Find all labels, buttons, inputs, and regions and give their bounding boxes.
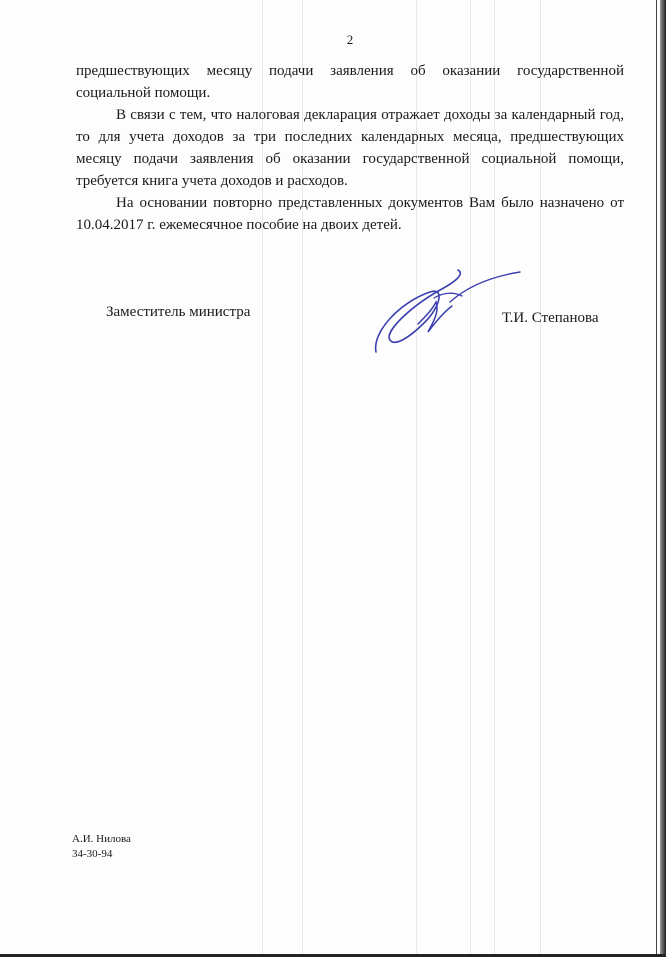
page-number: 2 — [346, 32, 354, 47]
signer-name: Т.И. Степанова — [502, 310, 599, 326]
paragraph: В связи с тем, что налоговая декларация отражает доходы за календарный год, то для учета доходов за три последних календарных месяца, предшествующих месяцу подачи заявления об оказании государственной социальной помощи, требуется книга учета доходов и расходов. — [76, 107, 624, 189]
executor-name: А.И. Нилова — [72, 833, 131, 845]
signer-position: Заместитель министра — [106, 304, 251, 320]
scan-edge — [660, 0, 666, 957]
paragraph: предшествующих месяцу подачи заявления об оказании государственной социальной помощи. — [76, 63, 624, 101]
executor-info — [72, 832, 131, 862]
letter-body — [76, 60, 624, 236]
scan-edge — [656, 0, 657, 957]
paragraph: На основании повторно представленных документов Вам было назначено от 10.04.2017 г. ежемесячное пособие на двоих детей. — [76, 195, 624, 233]
executor-phone: 34-30-94 — [72, 848, 113, 860]
